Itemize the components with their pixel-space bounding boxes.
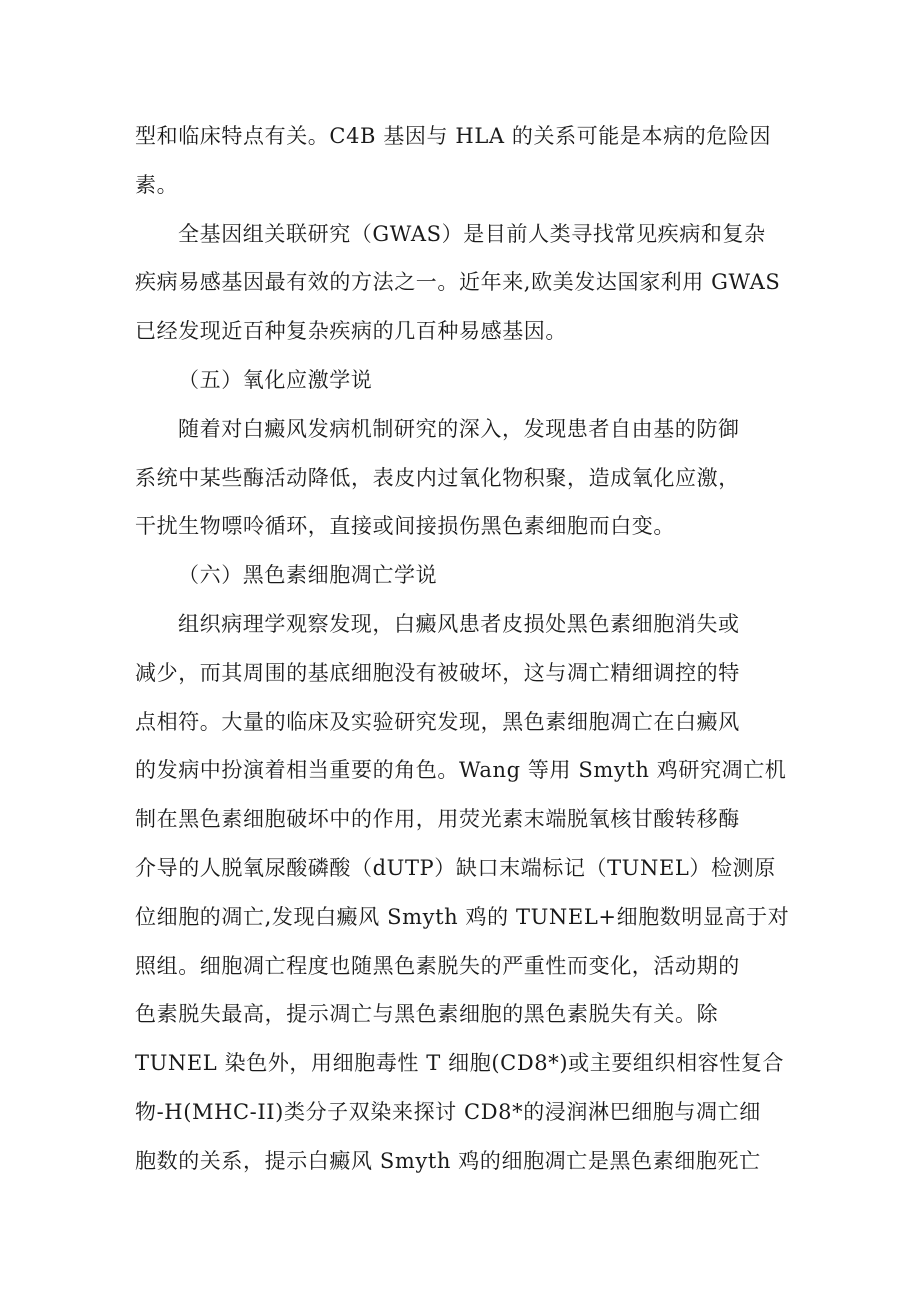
paragraph-line: 干扰生物嘌呤循环，直接或间接损伤黑色素细胞而白变。	[135, 514, 675, 539]
paragraph-line: 胞数的关系，提示白癜风 Smyth 鸡的细胞凋亡是黑色素细胞死亡	[135, 1148, 761, 1173]
paragraph-line: 已经发现近百种复杂疾病的几百种易感基因。	[135, 319, 567, 344]
paragraph-line: 型和临床特点有关。C4B 基因与 HLA 的关系可能是本病的危险因	[135, 124, 772, 148]
paragraph-line: 介导的人脱氧尿酸磷酸（dUTP）缺口末端标记（TUNEL）检测原	[135, 855, 776, 880]
paragraph-line: 制在黑色素细胞破坏中的作用，用荧光素末端脱氧核甘酸转移酶	[135, 807, 740, 832]
paragraph-line: 点相符。大量的临床及实验研究发现，黑色素细胞凋亡在白癜风	[135, 709, 740, 734]
paragraph-line: 照组。细胞凋亡程度也随黑色素脱失的严重性而变化，活动期的	[135, 953, 740, 978]
paragraph-line: 的发病中扮演着相当重要的角色。Wang 等用 Smyth 鸡研究凋亡机	[135, 758, 787, 783]
paragraph-line: 位细胞的凋亡,发现白癜风 Smyth 鸡的 TUNEL+细胞数明显高于对	[135, 904, 790, 929]
paragraph-line: 色素脱失最高，提示凋亡与黑色素细胞的黑色素脱失有关。除	[135, 1002, 719, 1027]
document-page	[135, 112, 795, 1186]
paragraph-line: 全基因组关联研究（GWAS）是目前人类寻找常见疾病和复杂	[178, 221, 766, 246]
paragraph-line: 系统中某些酶活动降低，表皮内过氧化物积聚，造成氧化应激，	[135, 465, 740, 490]
paragraph-line: 组织病理学观察发现，白癜风患者皮损处黑色素细胞消失或	[178, 611, 740, 636]
paragraph-line: 随着对白癜风发病机制研究的深入，发现患者自由基的防御	[178, 416, 740, 441]
paragraph-line: TUNEL 染色外，用细胞毒性 T 细胞(CD8*)或主要组织相容性复合	[135, 1051, 785, 1076]
paragraph-line: 减少，而其周围的基底细胞没有被破坏，这与凋亡精细调控的特	[135, 660, 740, 685]
paragraph-line: 疾病易感基因最有效的方法之一。近年来,欧美发达国家利用 GWAS	[135, 270, 781, 295]
paragraph-line: 物-H(MHC-II)类分子双染来探讨 CD8*的浸润淋巴细胞与凋亡细	[135, 1099, 761, 1124]
section-heading-6: （六）黑色素细胞凋亡学说	[178, 563, 438, 588]
paragraph-line: 素。	[135, 172, 179, 197]
section-heading-5: （五）氧化应激学说	[178, 367, 373, 392]
